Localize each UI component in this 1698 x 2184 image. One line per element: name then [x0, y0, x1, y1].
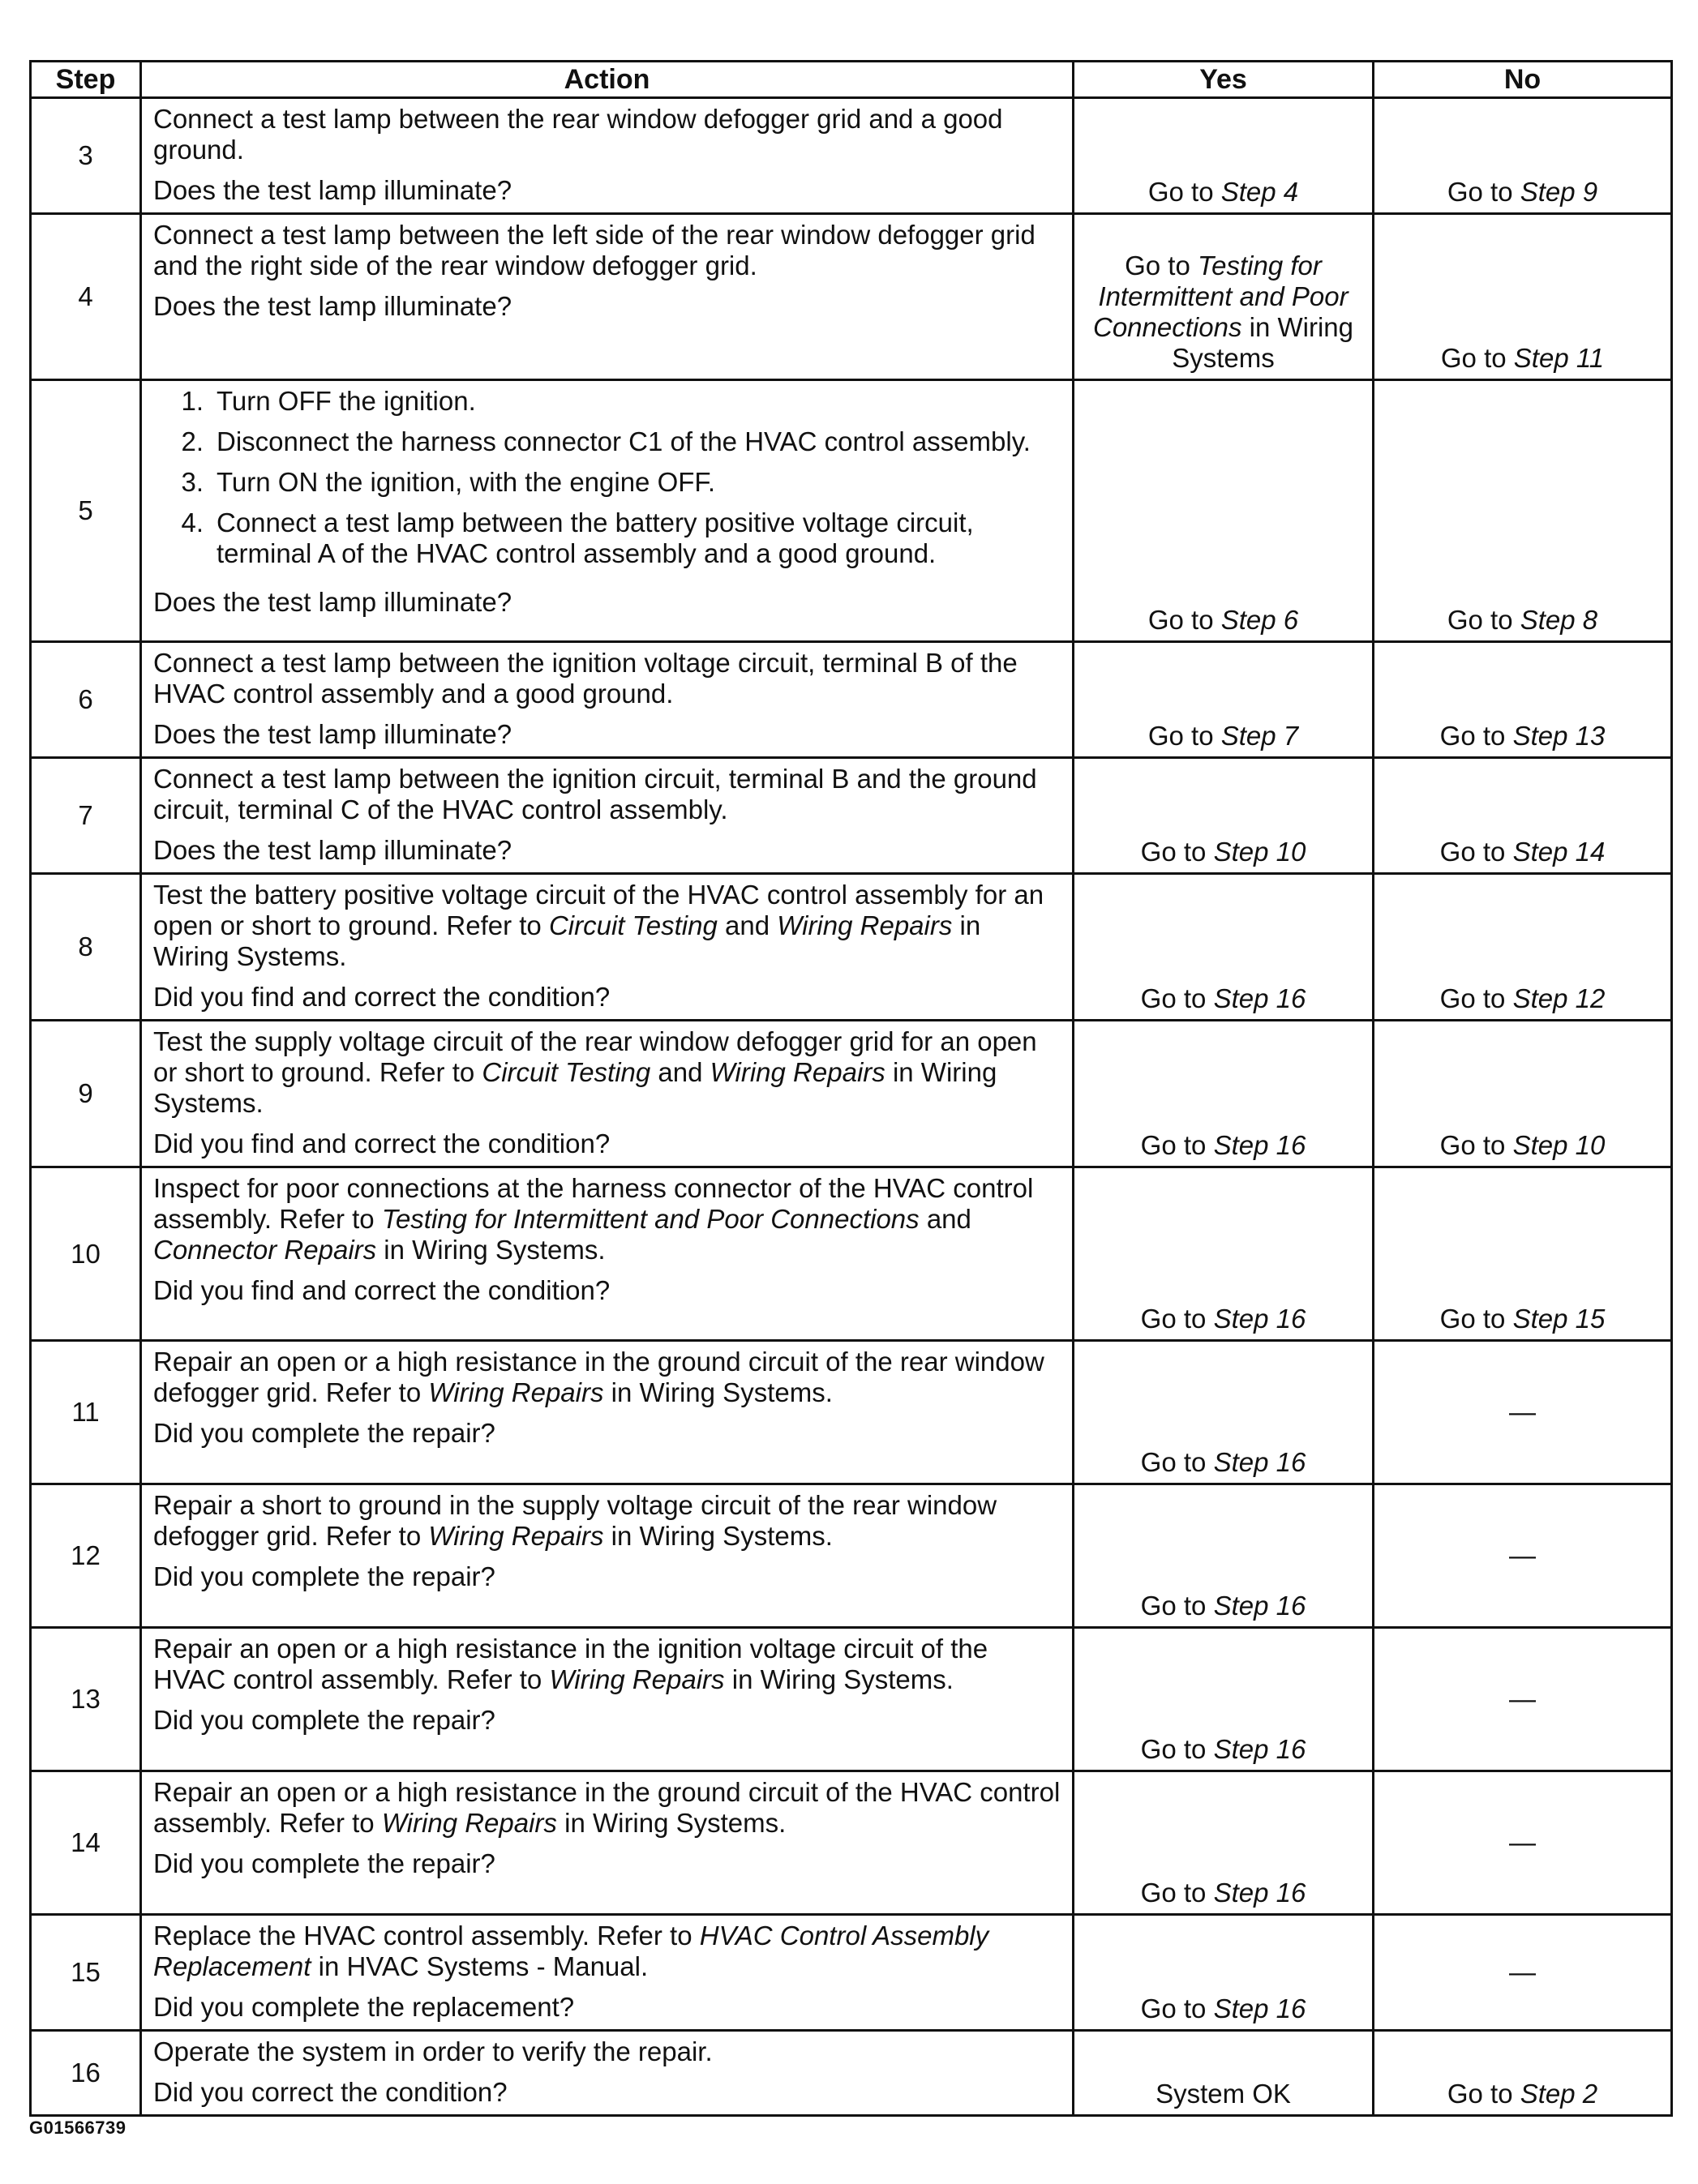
action-cell: [141, 2031, 1074, 2116]
yes-result: [1074, 758, 1374, 874]
text-run: Go to: [1140, 1304, 1214, 1334]
action-question: Did you complete the repair?: [153, 1561, 495, 1591]
reference-link-text: Step 10: [1512, 1130, 1606, 1160]
text-run: Go to: [1439, 721, 1513, 751]
action-cell: [141, 1484, 1074, 1628]
action-instruction: [153, 1026, 1061, 1119]
step-number: 15: [31, 1915, 141, 2031]
action-step-text: Turn OFF the ignition.: [217, 386, 476, 416]
yes-result: [1074, 874, 1374, 1021]
action-question: Does the test lamp illuminate?: [153, 175, 512, 205]
no-result: [1374, 2031, 1672, 2116]
action-content: [153, 104, 1061, 206]
text-run: Go to: [1140, 1734, 1214, 1764]
action-instruction: [153, 1173, 1061, 1265]
action-question: Did you find and correct the condition?: [153, 1128, 611, 1158]
action-step-number: 4.: [181, 507, 204, 537]
text-run: Connect a test lamp between the ignition circuit, terminal B and the ground circuit, terminal C of the HVAC control assembly.: [153, 764, 1037, 824]
action-question: Did you complete the repair?: [153, 1848, 495, 1878]
action-content: [153, 1921, 1061, 2023]
action-content: [153, 648, 1061, 750]
no-result: [1374, 214, 1672, 380]
text-run: in Wiring Systems.: [153, 910, 981, 971]
table-row: [31, 1771, 1672, 1915]
no-result: [1374, 758, 1672, 874]
table-row: [31, 380, 1672, 642]
action-instruction: [153, 1490, 1061, 1552]
action-cell: [141, 1021, 1074, 1167]
step-number: 16: [31, 2031, 141, 2116]
text-run: in HVAC Systems - Manual.: [311, 1951, 649, 1981]
text-run: Go to: [1147, 721, 1221, 751]
action-question: Does the test lamp illuminate?: [153, 291, 512, 321]
header-row: [31, 62, 1672, 98]
step-number: 8: [31, 874, 141, 1021]
action-question: Did you complete the repair?: [153, 1418, 495, 1448]
action-question: Did you find and correct the condition?: [153, 982, 611, 1012]
action-instruction: [153, 1777, 1061, 1839]
action-instruction: [153, 1347, 1061, 1408]
text-run: Connect a test lamp between the rear window defogger grid and a good ground.: [153, 104, 1003, 165]
header-no: No: [1374, 62, 1672, 98]
action-question: Did you complete the repair?: [153, 1705, 495, 1735]
action-steps-list: [153, 386, 1061, 579]
table-row: [31, 1021, 1672, 1167]
action-instruction: [153, 648, 1061, 709]
no-result: [1374, 98, 1672, 214]
text-run: in Wiring Systems: [1172, 312, 1353, 373]
reference-link-text: Step 16: [1213, 1130, 1306, 1160]
no-result: [1374, 1021, 1672, 1167]
table-row: [31, 642, 1672, 758]
text-run: Connect a test lamp between the left side of the rear window defogger grid and the right side of the rear window defogger grid.: [153, 220, 1036, 280]
action-cell: [141, 758, 1074, 874]
yes-result: [1074, 2031, 1374, 2116]
no-result: [1374, 642, 1672, 758]
text-run: Go to: [1447, 605, 1520, 635]
reference-link-text: Step 16: [1213, 1591, 1306, 1621]
reference-link-text: Step 6: [1220, 605, 1299, 635]
reference-link-text: Step 11: [1513, 343, 1605, 373]
reference-link-text: Step 16: [1213, 983, 1306, 1013]
text-run: Go to: [1447, 177, 1520, 207]
yes-result: [1074, 1915, 1374, 2031]
table-body: [31, 98, 1672, 2116]
table-row: [31, 1167, 1672, 1341]
text-run: Repair an open or a high resistance in the ignition voltage circuit of the HVAC control assembly. Refer to: [153, 1634, 988, 1694]
text-run: in Wiring Systems.: [556, 1808, 787, 1838]
action-content: [153, 220, 1061, 322]
text-run: Repair a short to ground in the supply voltage circuit of the rear window defogger grid. Refer to: [153, 1490, 997, 1551]
reference-link-text: Step 15: [1512, 1304, 1606, 1334]
no-result-dash: —: [1374, 1915, 1672, 2031]
text-run: and: [650, 1057, 710, 1087]
step-number: 6: [31, 642, 141, 758]
reference-link-text: Step 14: [1512, 837, 1606, 867]
text-run: Go to: [1147, 605, 1221, 635]
action-content: [153, 1634, 1061, 1736]
reference-link-text: Connector Repairs: [153, 1235, 377, 1265]
yes-result: [1074, 98, 1374, 214]
step-number: 7: [31, 758, 141, 874]
text-run: Go to: [1439, 837, 1513, 867]
reference-link-text: Step 4: [1220, 177, 1299, 207]
yes-result: [1074, 1484, 1374, 1628]
no-result-dash: —: [1374, 1484, 1672, 1628]
yes-result: [1074, 380, 1374, 642]
reference-link-text: Step 16: [1213, 1878, 1306, 1908]
action-question: Does the test lamp illuminate?: [153, 835, 512, 865]
action-step-text: Turn ON the ignition, with the engine OFF.: [217, 467, 716, 497]
step-number: 5: [31, 380, 141, 642]
no-result-dash: —: [1374, 1771, 1672, 1915]
step-number: 11: [31, 1341, 141, 1484]
reference-link-text: Step 16: [1213, 1993, 1306, 2023]
action-step-item: [153, 426, 1061, 457]
action-step-number: 1.: [181, 386, 204, 416]
text-run: System OK: [1156, 2079, 1291, 2109]
action-question: Does the test lamp illuminate?: [153, 719, 512, 749]
yes-result: [1074, 1628, 1374, 1771]
text-run: and: [717, 910, 778, 940]
action-step-text: Disconnect the harness connector C1 of the HVAC control assembly.: [217, 426, 1031, 456]
text-run: in Wiring Systems.: [376, 1235, 606, 1265]
reference-link-text: Wiring Repairs: [428, 1521, 604, 1551]
action-step-item: [153, 467, 1061, 498]
header-yes: Yes: [1074, 62, 1374, 98]
yes-result: [1074, 1771, 1374, 1915]
reference-link-text: Wiring Repairs: [381, 1808, 557, 1838]
text-run: Go to: [1140, 1447, 1214, 1477]
action-content: [153, 880, 1061, 1013]
reference-link-text: Testing for Intermittent and Poor Connections: [1093, 251, 1349, 342]
diagnostic-table: [29, 60, 1673, 2117]
reference-link-text: Step 12: [1512, 983, 1606, 1013]
reference-link-text: Step 16: [1213, 1304, 1306, 1334]
no-result-dash: —: [1374, 1341, 1672, 1484]
action-instruction: [153, 1921, 1061, 1982]
reference-link-text: Step 7: [1220, 721, 1299, 751]
reference-link-text: Wiring Repairs: [710, 1057, 885, 1087]
text-run: Go to: [1140, 1591, 1214, 1621]
reference-link-text: Testing for Intermittent and Poor Connections: [381, 1204, 920, 1234]
action-question: Did you correct the condition?: [153, 2077, 508, 2107]
action-cell: [141, 642, 1074, 758]
action-step-item: [153, 386, 1061, 417]
table-row: [31, 758, 1672, 874]
action-instruction: [153, 880, 1061, 972]
text-run: Repair an open or a high resistance in the ground circuit of the rear window defogger grid. Refer to: [153, 1347, 1044, 1407]
action-instruction: [153, 104, 1061, 165]
text-run: Go to: [1147, 177, 1221, 207]
text-run: Go to: [1125, 251, 1198, 280]
action-cell: [141, 1341, 1074, 1484]
action-cell: [141, 98, 1074, 214]
step-number: 13: [31, 1628, 141, 1771]
figure-id: G01566739: [29, 2118, 126, 2138]
text-run: Go to: [1140, 983, 1214, 1013]
yes-result: [1074, 642, 1374, 758]
table-row: [31, 2031, 1672, 2116]
text-run: Go to: [1140, 837, 1214, 867]
table-row: [31, 214, 1672, 380]
reference-link-text: Wiring Repairs: [777, 910, 953, 940]
action-cell: [141, 1628, 1074, 1771]
reference-link-text: Wiring Repairs: [549, 1664, 725, 1694]
action-instruction: [153, 220, 1061, 281]
text-run: Go to: [1439, 1304, 1513, 1334]
reference-link-text: Step 2: [1520, 2079, 1598, 2109]
no-result-dash: —: [1374, 1628, 1672, 1771]
text-run: Replace the HVAC control assembly. Refer to: [153, 1921, 700, 1951]
action-step-item: [153, 507, 1061, 569]
text-run: Repair an open or a high resistance in the ground circuit of the HVAC control assembly. Refer to: [153, 1777, 1061, 1838]
text-run: Connect a test lamp between the ignition voltage circuit, terminal B of the HVAC control assembly and a good ground.: [153, 648, 1018, 709]
header-step: Step: [31, 62, 141, 98]
step-number: 4: [31, 214, 141, 380]
reference-link-text: Step 10: [1213, 837, 1306, 867]
text-run: in Wiring Systems.: [603, 1521, 833, 1551]
table-row: [31, 98, 1672, 214]
yes-result: [1074, 1021, 1374, 1167]
action-instruction: [153, 1634, 1061, 1695]
step-number: 9: [31, 1021, 141, 1167]
reference-link-text: Step 16: [1213, 1447, 1306, 1477]
step-number: 10: [31, 1167, 141, 1341]
header-action: Action: [141, 62, 1074, 98]
text-run: Go to: [1439, 983, 1513, 1013]
reference-link-text: HVAC Control Assembly Replacement: [153, 1921, 989, 1981]
action-content: [153, 764, 1061, 866]
text-run: Test the battery positive voltage circuit of the HVAC control assembly for an open or short to ground. Refer to: [153, 880, 1044, 940]
text-run: Go to: [1439, 1130, 1513, 1160]
action-cell: [141, 874, 1074, 1021]
reference-link-text: Step 16: [1213, 1734, 1306, 1764]
step-number: 12: [31, 1484, 141, 1628]
reference-link-text: Wiring Repairs: [428, 1377, 604, 1407]
yes-result: [1074, 1341, 1374, 1484]
table-row: [31, 874, 1672, 1021]
action-instruction: [153, 2036, 1061, 2067]
action-content: [153, 386, 1061, 618]
step-number: 14: [31, 1771, 141, 1915]
action-cell: [141, 1915, 1074, 2031]
reference-link-text: Circuit Testing: [548, 910, 718, 940]
action-cell: [141, 1167, 1074, 1341]
text-run: Operate the system in order to verify the repair.: [153, 2036, 713, 2066]
no-result: [1374, 874, 1672, 1021]
action-content: [153, 1026, 1061, 1159]
table-row: [31, 1628, 1672, 1771]
action-content: [153, 1777, 1061, 1879]
text-run: Inspect for poor connections at the harness connector of the HVAC control assembly. Refer to: [153, 1173, 1034, 1234]
action-cell: [141, 1771, 1074, 1915]
action-cell: [141, 214, 1074, 380]
action-question: Does the test lamp illuminate?: [153, 587, 512, 617]
no-result: [1374, 380, 1672, 642]
action-instruction: [153, 764, 1061, 825]
action-question: Did you find and correct the condition?: [153, 1275, 611, 1305]
text-run: Go to: [1447, 2079, 1520, 2109]
action-step-number: 3.: [181, 467, 204, 497]
reference-link-text: Step 8: [1520, 605, 1598, 635]
action-question: Did you complete the replacement?: [153, 1992, 575, 2022]
yes-result: [1074, 1167, 1374, 1341]
reference-link-text: Step 9: [1520, 177, 1598, 207]
text-run: Go to: [1140, 1130, 1214, 1160]
text-run: and: [919, 1204, 971, 1234]
text-run: Go to: [1140, 1878, 1214, 1908]
action-content: [153, 1490, 1061, 1592]
action-content: [153, 1173, 1061, 1306]
text-run: in Wiring Systems.: [724, 1664, 954, 1694]
text-run: Go to: [1140, 1993, 1214, 2023]
reference-link-text: Circuit Testing: [482, 1057, 651, 1087]
action-step-text: Connect a test lamp between the battery positive voltage circuit, terminal A of the HVAC control assembly and a good ground.: [217, 507, 974, 568]
text-run: Go to: [1440, 343, 1514, 373]
action-cell: [141, 380, 1074, 642]
action-content: [153, 1347, 1061, 1449]
table-row: [31, 1484, 1672, 1628]
step-number: 3: [31, 98, 141, 214]
yes-result: [1074, 214, 1374, 380]
table-row: [31, 1341, 1672, 1484]
table-row: [31, 1915, 1672, 2031]
no-result: [1374, 1167, 1672, 1341]
reference-link-text: Step 13: [1512, 721, 1606, 751]
text-run: in Wiring Systems.: [603, 1377, 833, 1407]
action-content: [153, 2036, 1061, 2108]
text-run: Test the supply voltage circuit of the rear window defogger grid for an open or short to ground. Refer to: [153, 1026, 1037, 1087]
text-run: in Wiring Systems.: [153, 1057, 997, 1118]
action-step-number: 2.: [181, 426, 204, 456]
